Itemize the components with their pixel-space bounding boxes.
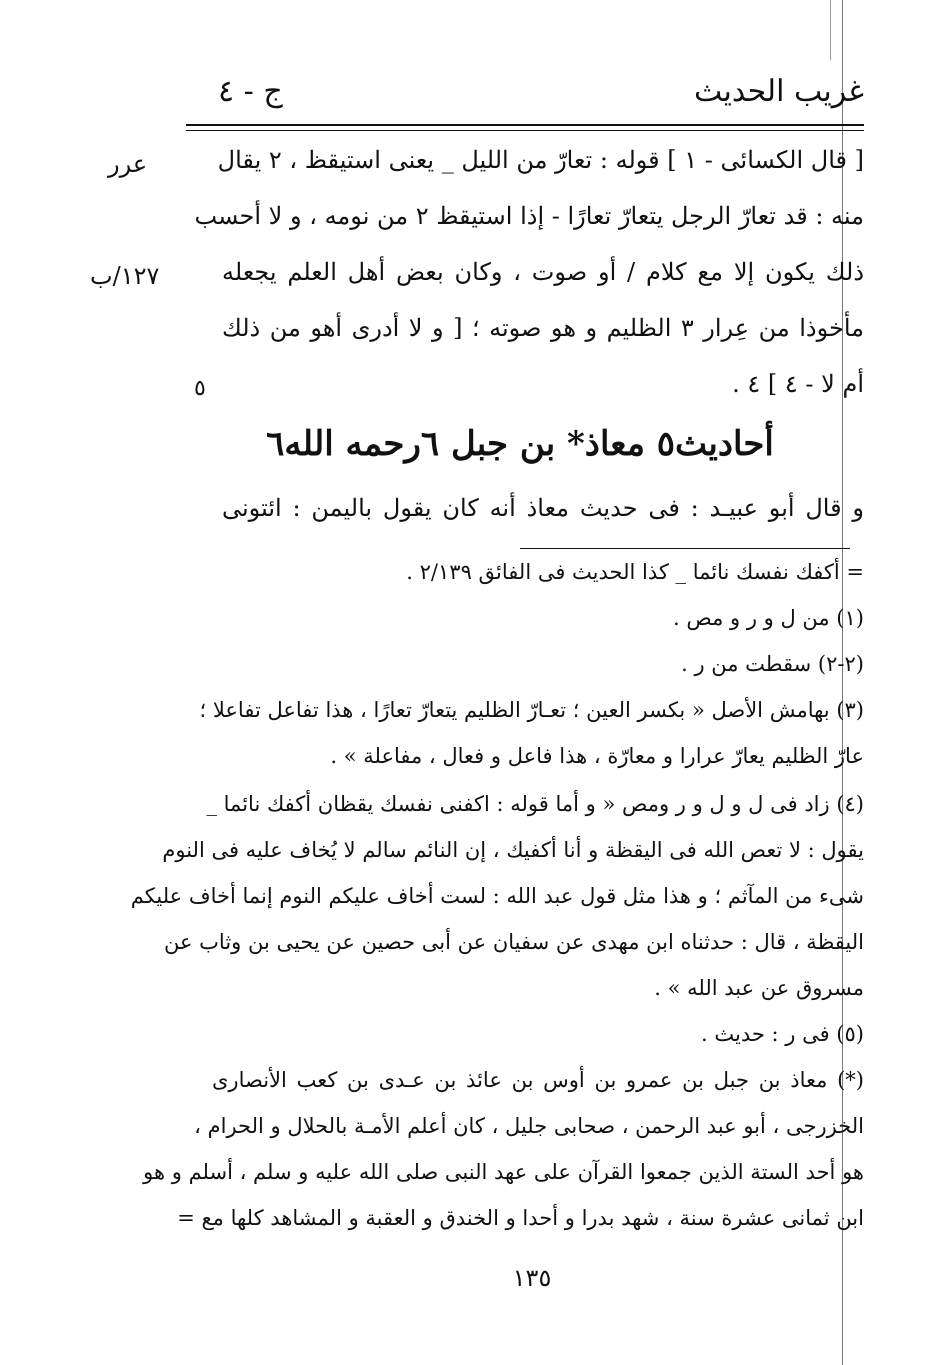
footnote-line-14: هو أحد الستة الذين جمعوا القرآن على عهد النبى صلى الله عليه و سلم ، أسلم و هو <box>143 1160 864 1184</box>
footnote-line-2: (١) من ل و ر و مص . <box>673 606 864 630</box>
header-rule-thick <box>186 124 864 126</box>
footnote-separator <box>520 548 850 549</box>
margin-root-word: عرر <box>108 150 148 178</box>
main-text-line-1: [ قال الكسائى - ١ ] قوله : تعارّ من الليل _ يعنى استيقظ ، ٢ يقال <box>217 146 864 174</box>
section-intro-line: و قال أبو عبيـد : فى حديث معاذ أنه كان يقول باليمن : ائتونى <box>222 494 864 522</box>
main-text-line-5: أم لا - ٤ ] ٤ . <box>732 370 864 398</box>
main-text-line-4: مأخوذا من عِرار ٣ الظليم و هو صوته ؛ [ و لا أدرى أهو من ذلك <box>222 314 865 342</box>
footnote-line-5: عارّ الظليم يعارّ عرارا و معارّة ، هذا فاعل و فعال ، مفاعلة » . <box>330 744 864 768</box>
footnote-line-9: اليقظة ، قال : حدثناه ابن مهدى عن سفيان عن أبى حصين عن يحيى بن وثاب عن <box>163 930 864 954</box>
main-text-line-2: منه : قد تعارّ الرجل يتعارّ تعارًا - إذا استيقظ ٢ من نومه ، و لا أحسب <box>194 202 864 230</box>
volume-number: ج - ٤ <box>218 74 283 109</box>
footnote-line-13: الخزرجى ، أبو عبد الرحمن ، صحابى جليل ، كان أعلم الأمـة بالحلال و الحرام ، <box>194 1114 864 1138</box>
footnote-line-3: (٢-٢) سقطت من ر . <box>681 652 864 676</box>
main-text-line-3: ذلك يكون إلا مع كلام / أو صوت ، وكان بعض أهل العلم يجعله <box>222 258 864 286</box>
footnote-line-11: (٥) فى ر : حديث . <box>701 1022 864 1046</box>
running-title: غريب الحديث <box>694 74 864 109</box>
footnote-line-4: (٣) بهامش الأصل « بكسر العين ؛ تعـارّ الظليم يتعارّ تعارًا ، هذا تفاعل تفاعلا ؛ <box>199 698 864 722</box>
footnote-line-12: (*) معاذ بن جبل بن عمرو بن أوس بن عائذ بن عـدى بن كعب الأنصارى <box>212 1068 864 1092</box>
margin-line-number: ٥ <box>194 376 206 401</box>
footnote-line-7: يقول : لا تعص الله فى اليقظة و أنا أكفيك ، إن النائم سالم لا يُخاف عليه فى النوم <box>162 838 864 862</box>
binding-crease-top <box>830 0 831 60</box>
footnote-line-15: ابن ثمانى عشرة سنة ، شهد بدرا و أحدا و الخندق و العقبة و المشاهد كلها مع = <box>177 1206 864 1230</box>
margin-folio-marker: ١٢٧/ب <box>90 262 160 290</box>
page-number: ١٣٥ <box>512 1264 552 1292</box>
section-heading: أحاديث٥ معاذ* بن جبل ٦رحمه الله٦ <box>266 424 774 464</box>
footnote-line-8: شىء من المآثم ؛ و هذا مثل قول عبد الله : لست أخاف عليكم النوم إنما أخاف عليكم <box>130 884 864 908</box>
footnote-line-10: مسروق عن عبد الله » . <box>654 976 864 1000</box>
footnote-line-6: (٤) زاد فى ل و ل و ر ومص « و أما قوله : اكفنى نفسك يقظان أكفك نائما _ <box>206 792 864 816</box>
header-rule-thin <box>186 130 864 131</box>
footnote-line-1: = أكفك نفسك نائما _ كذا الحديث فى الفائق ٢/١٣٩ . <box>406 560 864 584</box>
